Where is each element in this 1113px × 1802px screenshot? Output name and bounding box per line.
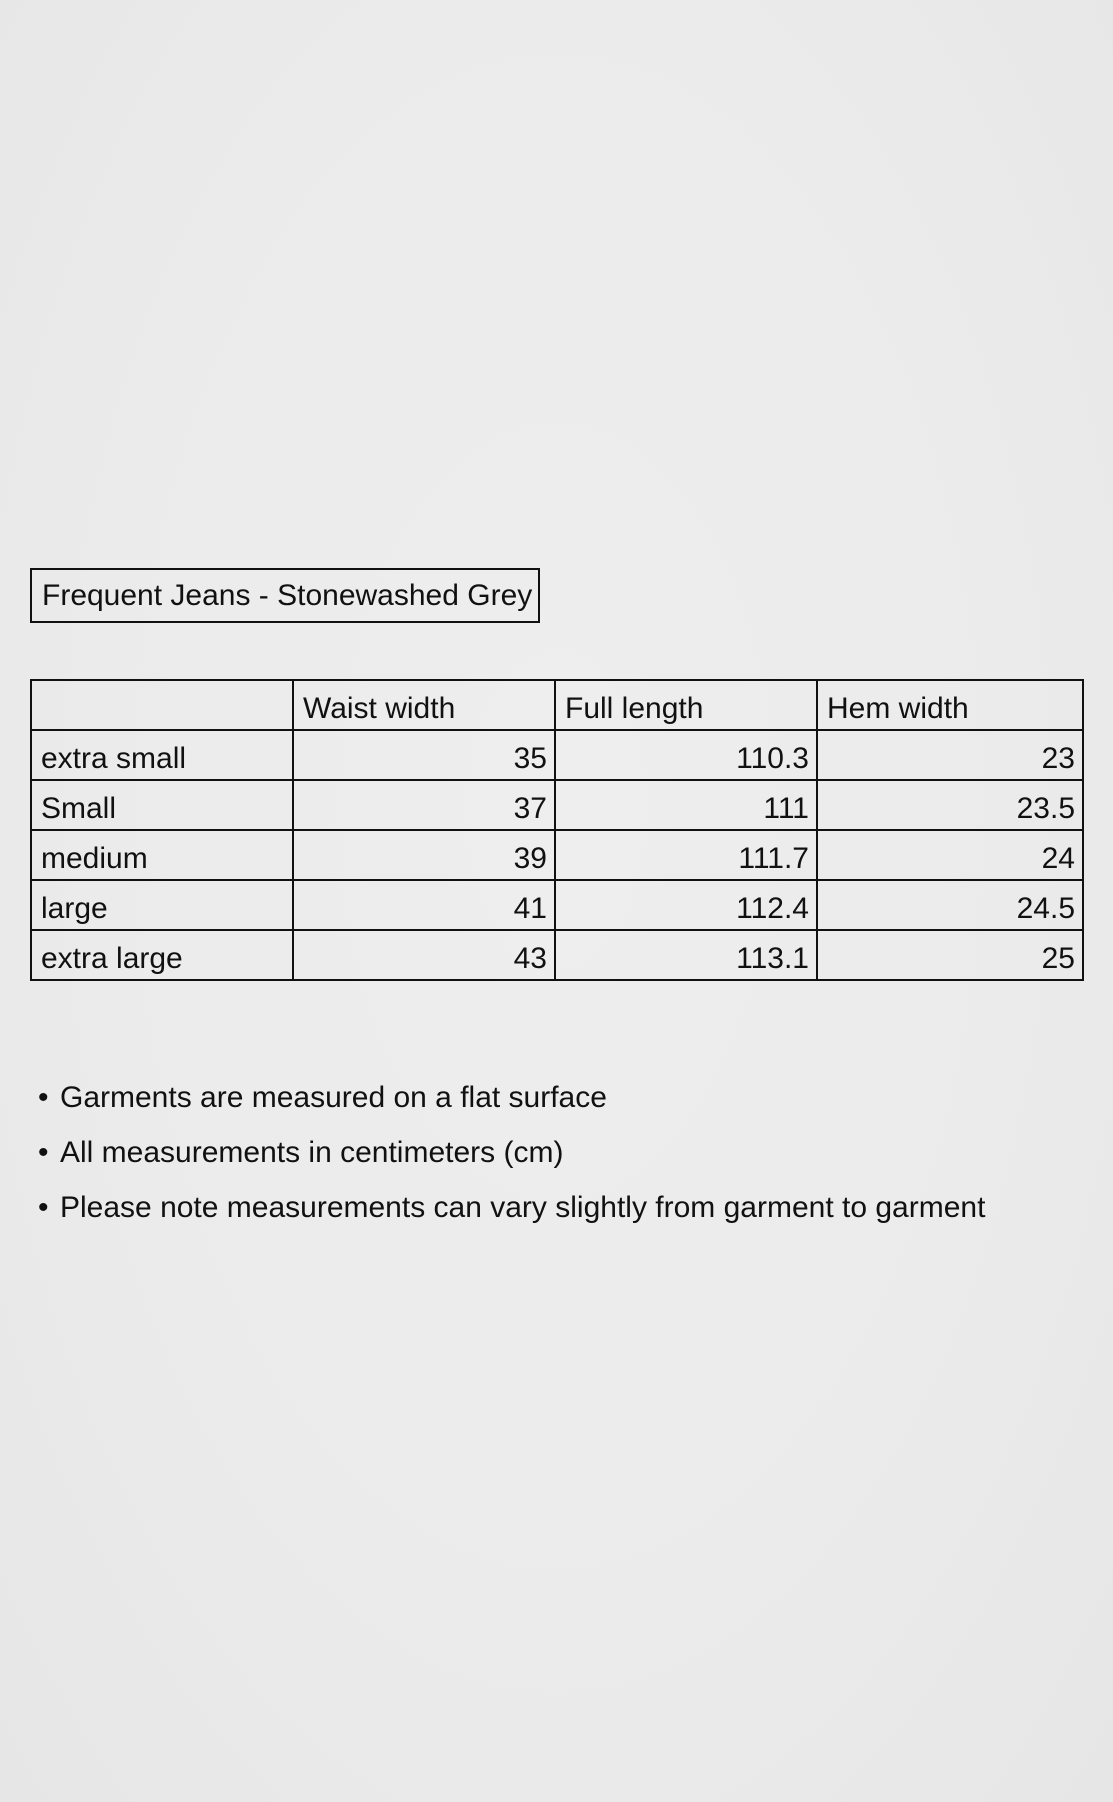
- hem-width-value: 24: [817, 830, 1083, 880]
- table-row: [31, 930, 1083, 980]
- size-label: large: [31, 880, 293, 930]
- header-full-length: Full length: [555, 680, 817, 730]
- measurement-notes: [38, 1075, 985, 1240]
- bullet: •: [38, 1136, 49, 1169]
- list-item: [38, 1185, 985, 1240]
- table-header-row: [31, 680, 1083, 730]
- size-label: medium: [31, 830, 293, 880]
- full-length-value: 110.3: [555, 730, 817, 780]
- full-length-value: 112.4: [555, 880, 817, 930]
- bullet: •: [38, 1191, 49, 1224]
- full-length-value: 113.1: [555, 930, 817, 980]
- full-length-value: 111.7: [555, 830, 817, 880]
- list-item: [38, 1075, 985, 1130]
- table-row: [31, 730, 1083, 780]
- table-row: [31, 830, 1083, 880]
- full-length-value: 111: [555, 780, 817, 830]
- size-label: extra small: [31, 730, 293, 780]
- hem-width-value: 24.5: [817, 880, 1083, 930]
- size-label: extra large: [31, 930, 293, 980]
- waist-width-value: 41: [293, 880, 555, 930]
- header-waist-width: Waist width: [293, 680, 555, 730]
- waist-width-value: 43: [293, 930, 555, 980]
- list-item: [38, 1130, 985, 1185]
- bullet: •: [38, 1081, 49, 1114]
- waist-width-value: 37: [293, 780, 555, 830]
- table-row: [31, 880, 1083, 930]
- waist-width-value: 35: [293, 730, 555, 780]
- note-text: Garments are measured on a flat surface: [60, 1081, 607, 1114]
- hem-width-value: 25: [817, 930, 1083, 980]
- size-label: Small: [31, 780, 293, 830]
- table-row: [31, 780, 1083, 830]
- size-table: [30, 679, 1084, 981]
- note-text: Please note measurements can vary slightly from garment to garment: [60, 1191, 986, 1224]
- hem-width-value: 23: [817, 730, 1083, 780]
- header-size: [31, 680, 293, 730]
- header-hem-width: Hem width: [817, 680, 1083, 730]
- note-text: All measurements in centimeters (cm): [60, 1136, 564, 1169]
- waist-width-value: 39: [293, 830, 555, 880]
- product-title: Frequent Jeans - Stonewashed Grey: [30, 568, 540, 623]
- hem-width-value: 23.5: [817, 780, 1083, 830]
